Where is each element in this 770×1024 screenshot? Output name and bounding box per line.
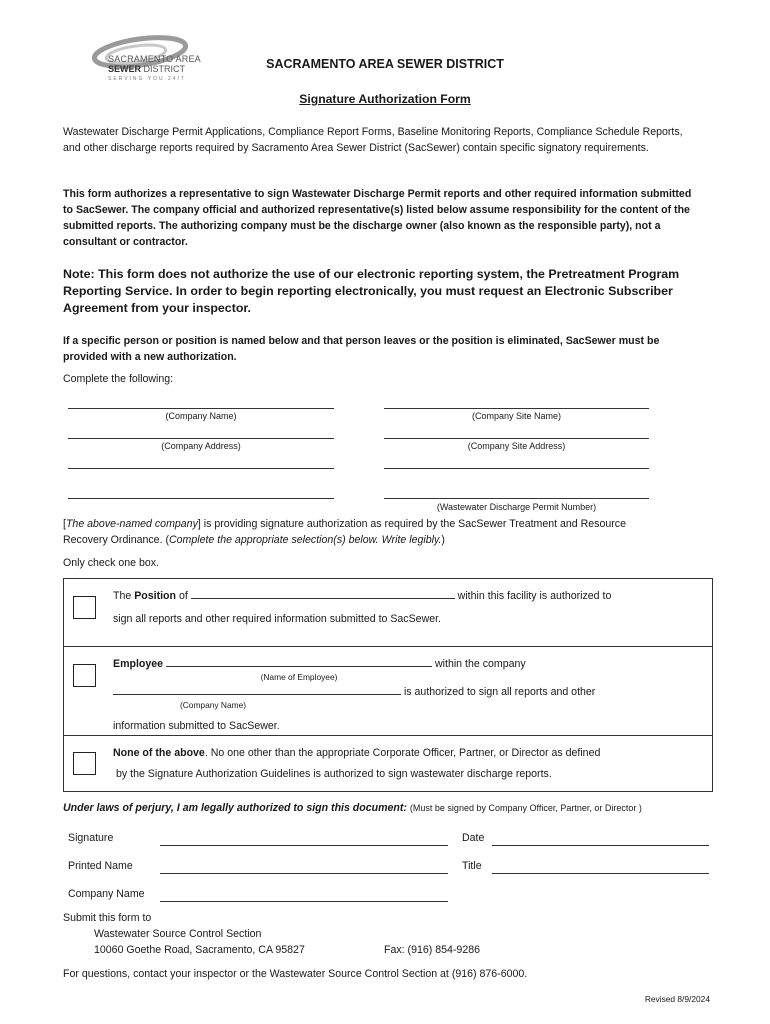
statement-rest2: Recovery Ordinance. ( [63, 534, 169, 546]
perjury-small: (Must be signed by Company Officer, Partner, or Director ) [409, 803, 642, 813]
perjury-statement [63, 800, 743, 816]
position-post: within this facility is authorized to [454, 590, 612, 602]
printed-name-label: Printed Name [68, 860, 133, 872]
position-blank[interactable] [191, 588, 455, 599]
options-divider-2 [63, 735, 713, 736]
statement-rest1: ] is providing signature authorization as required by the SacSewer Treatment and Resource [197, 518, 626, 530]
logo-line1: SACRAMENTO AREA [108, 54, 201, 64]
company-name-sig-line[interactable] [160, 901, 448, 902]
intro-paragraph: Wastewater Discharge Permit Applications, Compliance Report Forms, Baseline Monitoring Reports, Compliance Schedule Reports, and other discharge reports required by Sacramento Area Sewer District (SacSewer) contain specific signatory requirements. [63, 126, 683, 154]
company-address-line[interactable] [68, 438, 334, 439]
org-title: SACRAMENTO AREA SEWER DISTRICT [266, 57, 504, 71]
company-site-address-label: (Company Site Address) [467, 441, 566, 451]
none-rest: . No one other than the appropriate Corporate Officer, Partner, or Director as defined [204, 747, 601, 759]
company-site-address-line-2[interactable] [384, 468, 649, 469]
logo-tagline: SERVING YOU 24/7 [108, 76, 186, 82]
named-company: The above-named company [65, 518, 198, 530]
company-name-label: (Company Name) [165, 411, 237, 421]
submit-label: Submit this form to [63, 912, 152, 924]
employee-name-blank[interactable] [166, 656, 432, 667]
signature-line[interactable] [160, 845, 448, 846]
position-pre: The [113, 590, 135, 602]
none-checkbox[interactable] [73, 752, 96, 775]
authorizes-paragraph: This form authorizes a representative to sign Wastewater Discharge Permit reports and other required information submitted to SacSewer. The company official and authorized representative(s) listed below assume responsibility for the content of the submitted reports. The authorizing company must be the discharge owner (also known as the responsible party), not a consultant or contractor. [63, 188, 692, 248]
title-line[interactable] [492, 873, 709, 874]
submit-fax: Fax: (916) 854-9286 [384, 944, 480, 956]
employee-line2 [113, 684, 703, 700]
company-name-line[interactable] [68, 408, 334, 409]
none-bold: None of the above [113, 747, 205, 759]
only-one-box: Only check one box. [63, 557, 159, 569]
employee-name-label: (Name of Employee) [260, 672, 338, 682]
specific-person-paragraph: If a specific person or position is named below and that person leaves or the position is eliminated, SacSewer must be provided with a new authorization. [63, 335, 660, 363]
permit-number-line[interactable] [384, 498, 649, 499]
submit-dept: Wastewater Source Control Section [94, 928, 262, 940]
statement-line2 [63, 532, 723, 548]
company-address-label: (Company Address) [161, 441, 241, 451]
employee-company-label: (Company Name) [179, 700, 247, 710]
company-address-line-2[interactable] [68, 468, 334, 469]
company-address-line-3[interactable] [68, 498, 334, 499]
date-label: Date [462, 832, 485, 844]
statement-line1 [63, 516, 723, 532]
signature-label: Signature [68, 832, 114, 844]
employee-post2: is authorized to sign all reports and other [401, 686, 596, 698]
company-site-name-line[interactable] [384, 408, 649, 409]
position-bold: Position [134, 590, 176, 602]
company-site-address-line[interactable] [384, 438, 649, 439]
company-site-name-label: (Company Site Name) [471, 411, 562, 421]
revised-date: Revised 8/9/2024 [644, 994, 710, 1004]
note-paragraph: Note: This form does not authorize the use of our electronic reporting system, the Pretreatment Program Reporting Service. In order to begin reporting electronically, you must request an Electronic Subscriber Agreement from your inspector. [63, 267, 680, 315]
submit-address: 10060 Goethe Road, Sacramento, CA 95827 [94, 944, 305, 956]
printed-name-line[interactable] [160, 873, 448, 874]
statement-italic: Complete the appropriate selection(s) below. Write legibly. [168, 534, 442, 546]
employee-line3: information submitted to SacSewer. [113, 720, 280, 732]
logo-district: DISTRICT [141, 64, 186, 74]
employee-checkbox[interactable] [73, 664, 96, 687]
questions-line: For questions, contact your inspector or the Wastewater Source Control Section at (916) 876-6000. [63, 968, 528, 980]
employee-line1 [113, 656, 703, 672]
none-line1 [113, 745, 707, 761]
company-name-sig-label: Company Name [68, 888, 145, 900]
logo-sewer: SEWER [108, 64, 142, 74]
employee-company-blank[interactable] [113, 684, 401, 695]
statement-close: ) [441, 534, 445, 546]
form-title: Signature Authorization Form [299, 92, 471, 106]
title-label: Title [462, 860, 482, 872]
position-line2: sign all reports and other required information submitted to SacSewer. [113, 613, 441, 625]
position-mid: of [176, 590, 191, 602]
employee-bold: Employee [113, 658, 164, 670]
bracket-open: [ [63, 518, 66, 530]
none-line2: by the Signature Authorization Guidelines is authorized to sign wastewater discharge reports. [116, 768, 552, 780]
position-line1 [113, 588, 703, 604]
permit-number-label: (Wastewater Discharge Permit Number) [436, 502, 597, 512]
date-line[interactable] [492, 845, 709, 846]
position-checkbox[interactable] [73, 596, 96, 619]
perjury-bold: Under laws of perjury, I am legally authorized to sign this document: [63, 802, 407, 814]
employee-post: within the company [432, 658, 526, 670]
complete-following: Complete the following: [63, 373, 174, 385]
options-divider-1 [63, 646, 713, 647]
